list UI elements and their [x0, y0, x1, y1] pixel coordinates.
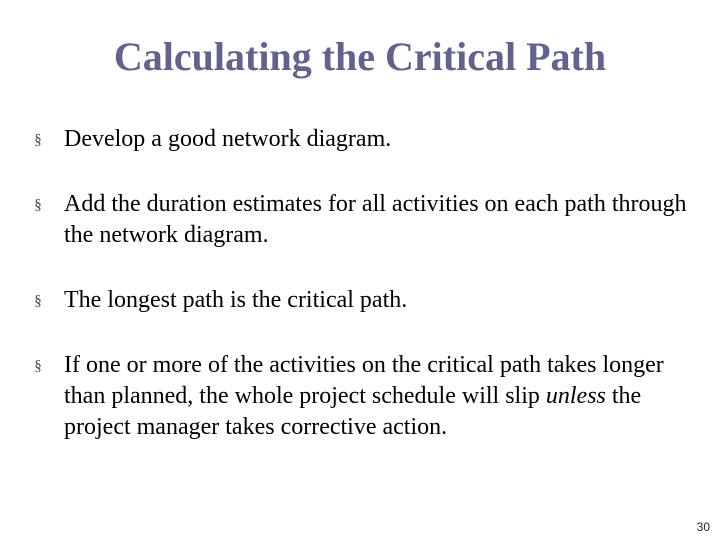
bullet-emphasis: unless: [545, 383, 606, 409]
bullet-item: [32, 350, 702, 443]
bullet-item: [32, 124, 702, 155]
page-number: 30: [696, 520, 710, 534]
bullet-list: [32, 124, 702, 443]
bullet-icon: §: [34, 293, 42, 309]
bullet-item: [32, 189, 702, 251]
bullet-icon: §: [34, 197, 42, 213]
bullet-item: [32, 285, 702, 316]
slide-title: Calculating the Critical Path: [113, 34, 607, 79]
bullet-text-after: the project manager takes corrective action.: [64, 383, 642, 440]
bullet-text-before: If one or more of the activities on the critical path takes longer than planned, the whole project schedule will slip: [64, 352, 664, 409]
bullet-icon: §: [34, 132, 42, 148]
bullet-text: The longest path is the critical path.: [64, 287, 408, 313]
bullet-text: Add the duration estimates for all activities on each path through the network diagram.: [64, 191, 687, 248]
bullet-icon: §: [34, 358, 42, 374]
bullet-text: Develop a good network diagram.: [64, 126, 392, 152]
